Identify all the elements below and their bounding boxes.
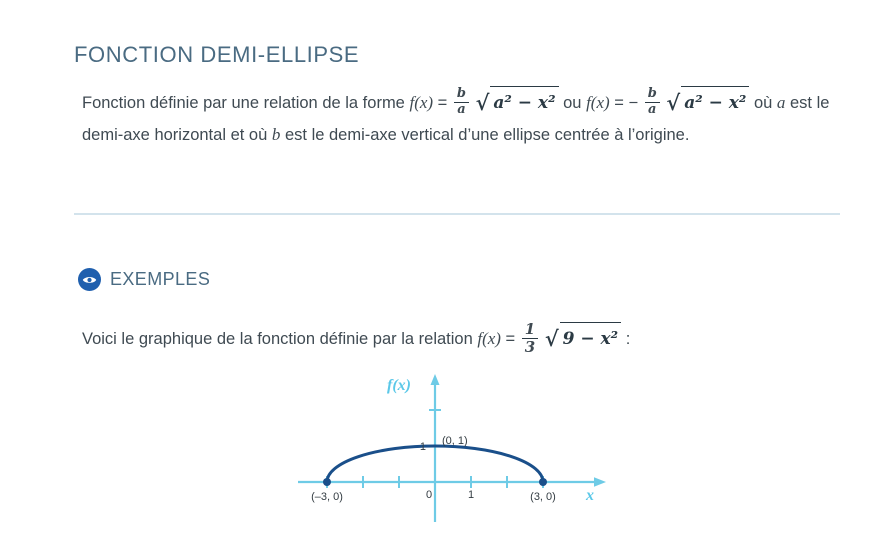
y-axis-arrow bbox=[431, 374, 440, 385]
minus-sign: − bbox=[628, 94, 639, 112]
page-title: FONCTION DEMI-ELLIPSE bbox=[74, 42, 360, 67]
y-tick-label-1: 1 bbox=[419, 441, 426, 453]
x-axis-arrow bbox=[594, 477, 606, 487]
colon: : bbox=[625, 330, 631, 349]
eye-icon bbox=[78, 268, 101, 291]
fraction-denominator: a bbox=[454, 102, 469, 118]
examples-heading bbox=[78, 268, 210, 291]
example-sentence bbox=[82, 322, 862, 358]
point-right-endpoint bbox=[539, 478, 547, 486]
graph-svg bbox=[290, 372, 620, 522]
fraction-denominator: 3 bbox=[522, 338, 538, 356]
fraction-denominator: a bbox=[645, 102, 660, 118]
examples-label: EXEMPLES bbox=[110, 269, 211, 289]
radical-sign: √ bbox=[666, 90, 681, 115]
fraction-numerator: b bbox=[456, 86, 466, 102]
fraction-numerator: 1 bbox=[524, 320, 536, 338]
point-label-right: (3, 0) bbox=[530, 491, 556, 503]
function-notation-3: f(x) bbox=[477, 329, 501, 349]
intro-text-3: est le demi-axe horizontal et où bbox=[82, 94, 830, 145]
radicand: 9 − x² bbox=[560, 322, 622, 354]
radicand: a² − x² bbox=[490, 86, 558, 119]
intro-text-4: est le demi-axe vertical d’une ellipse centrée à l’origine. bbox=[284, 126, 690, 145]
conjunction-ou: ou bbox=[563, 94, 582, 112]
equals-1: = bbox=[437, 94, 448, 112]
graph-figure bbox=[290, 372, 620, 522]
example-sentence-text: Voici le graphique de la fonction définie par la relation bbox=[82, 330, 473, 349]
variable-a: a bbox=[776, 93, 786, 112]
fraction-one-third bbox=[522, 321, 538, 357]
x-axis-label: x bbox=[586, 487, 594, 504]
x-tick-label-1: 1 bbox=[467, 489, 475, 501]
function-notation-1: f(x) bbox=[409, 93, 434, 112]
x-tick-label-0: 0 bbox=[425, 489, 433, 501]
radical-expression-1 bbox=[476, 86, 559, 119]
radical-expression-3 bbox=[545, 322, 621, 354]
section-divider bbox=[74, 213, 840, 215]
function-notation-2: f(x) bbox=[586, 93, 610, 112]
fraction-b-over-a-2 bbox=[645, 87, 660, 118]
equals-2: = bbox=[614, 94, 624, 112]
fraction-b-over-a-1 bbox=[454, 87, 469, 118]
point-left-endpoint bbox=[323, 478, 331, 486]
intro-text-2: où bbox=[753, 94, 773, 112]
equals-3: = bbox=[505, 330, 516, 349]
radicand: a² − x² bbox=[681, 86, 749, 119]
radical-sign: √ bbox=[475, 90, 490, 115]
point-label-vertex: (0, 1) bbox=[442, 435, 468, 447]
variable-b: b bbox=[271, 125, 281, 145]
radical-sign: √ bbox=[544, 326, 559, 352]
intro-text-1: Fonction définie par une relation de la forme bbox=[82, 94, 405, 112]
intro-paragraph bbox=[82, 86, 842, 151]
fraction-numerator: b bbox=[647, 86, 657, 102]
radical-expression-2 bbox=[666, 86, 749, 119]
y-axis-label: f(x) bbox=[387, 377, 411, 394]
point-label-left: (–3, 0) bbox=[311, 491, 343, 503]
